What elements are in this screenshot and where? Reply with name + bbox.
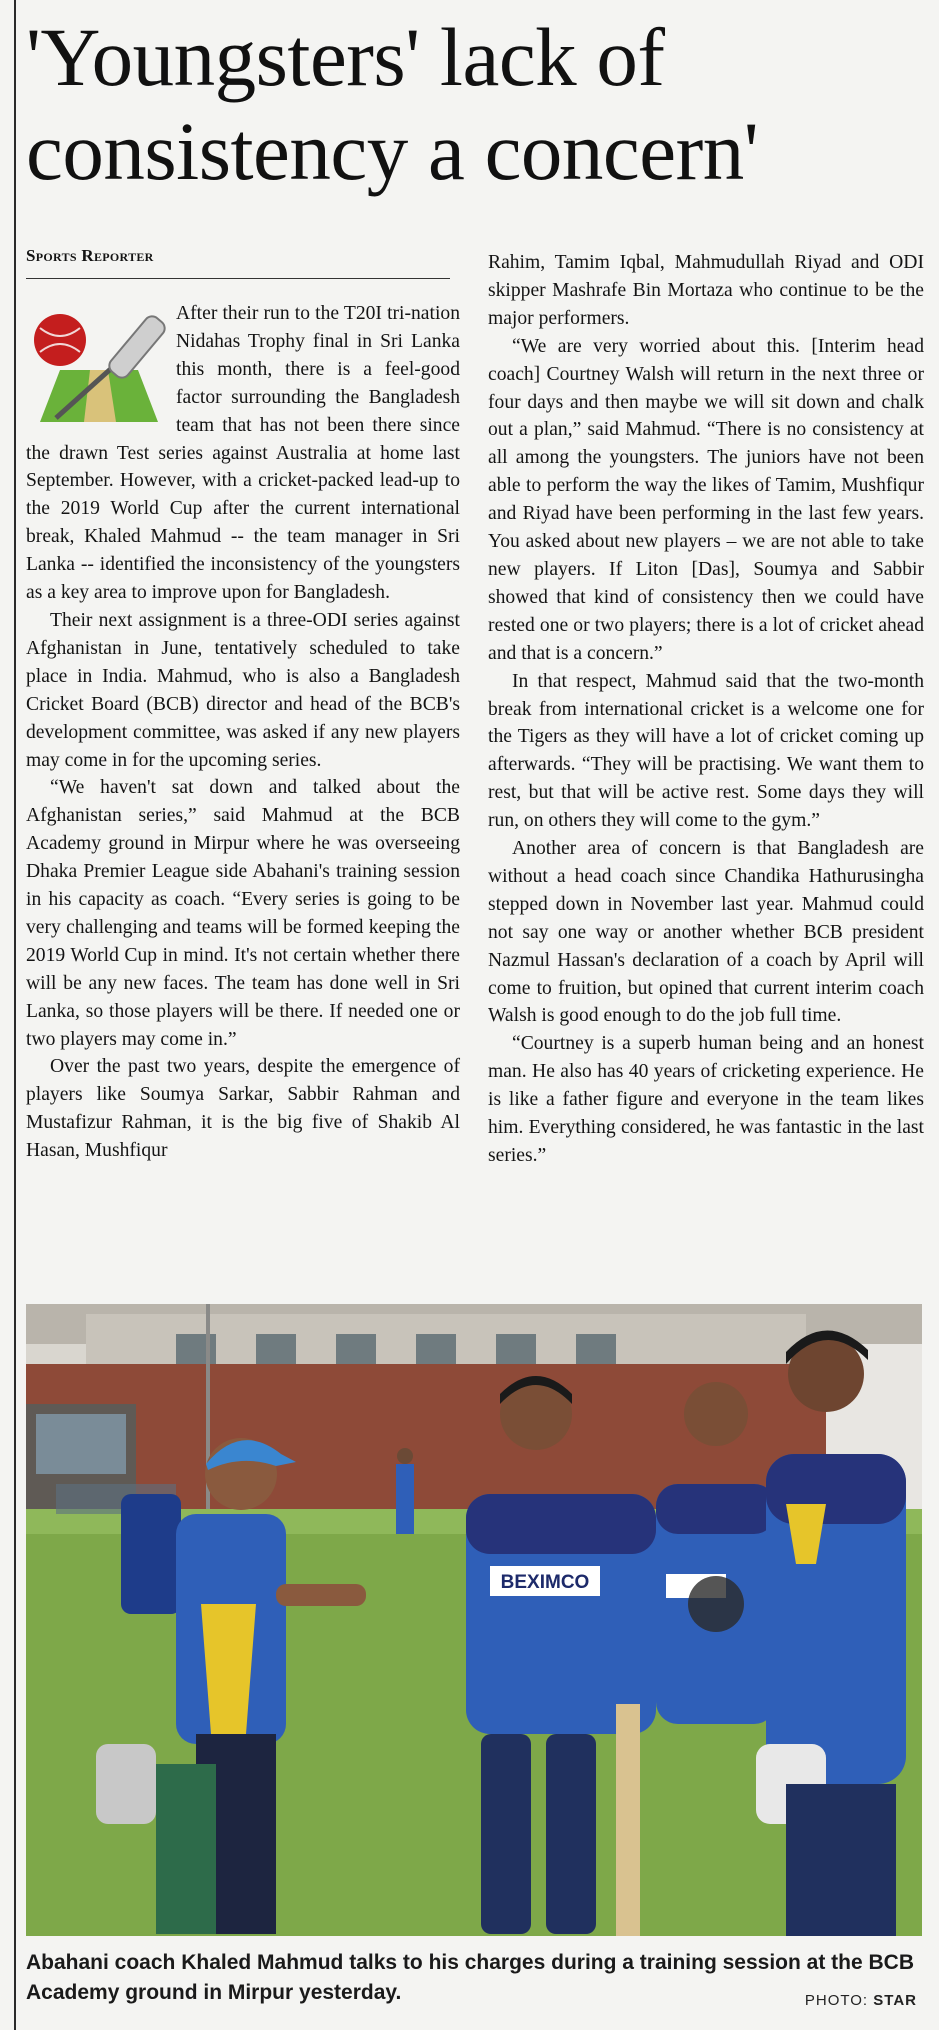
paragraph: Another area of concern is that Bangladesh are without a head coach since Chandika Hathurusingha stepped down in November last year. Mahmud could not say one way or another whether BCB president Nazmul Hassan's declaration of a coach by April will come to fruition, but opined that current interim coach Walsh is good enough to do the job full time. [488,838,924,1027]
paragraph: “We haven't sat down and talked about the Afghanistan series,” said Mahmud at the BCB Academy ground in Mirpur where he was overseeing Dhaka Premier League side Abahani's training session in his capacity as coach. “Every series is going to be very challenging and teams will be formed keeping the 2019 World Cup in mind. It's not certain whether there will be any new faces. The team has done well in Sri Lanka, so those players will be there. If needed one or two players may come in.” [26,777,460,1050]
article-column-1 [26,300,460,1165]
byline: Sports Reporter [26,246,154,265]
cricket-icon [26,300,166,428]
photo-caption: Abahani coach Khaled Mahmud talks to his charges during a training session at the BCB Academy ground in Mirpur yesterday. [26,1951,914,2004]
paragraph: “We are very worried about this. [Interim head coach] Courtney Walsh will return in the next three or four days and then maybe we will sit down and chalk out a plan,” said Mahmud. “There is no consistency at all among the youngsters. The juniors have not been able to perform the way the likes of Tamim, Mushfiqur and Riyad have been performing in the last few years. You asked about new players – we are not able to take new players. If Liton [Das], Soumya and Sabbir showed that kind of consistency then we could have rested one or two players; there is a lot of cricket ahead and that is a concern.” [488,335,924,664]
paragraph: Over the past two years, despite the emergence of players like Soumya Sarkar, Sabbir Rahman and Mustafizur Rahman, it is the big five of Shakib Al Hasan, Mushfiqur [26,1056,460,1162]
credit-source: STAR [873,1992,917,2009]
news-photo [26,1304,922,1936]
article-column-2 [488,249,924,1170]
byline-rule [26,278,450,279]
jersey-sponsor-text: BEXIMCO [500,1572,590,1593]
paragraph: After their run to the T20I tri-nation Nidahas Trophy final in Sri Lanka this month, there is a feel-good factor surrounding the Bangladesh team that has not been there since the drawn Test series against Australia at home last September. However, with a cricket-packed lead-up to the 2019 World Cup after the current international break, Khaled Mahmud -- the team manager in Sri Lanka -- identified the inconsistency of the youngsters as a key area to improve upon for Bangladesh. [26,303,460,604]
headline: 'Youngsters' lack of consistency a concern' [26,11,759,197]
column-rule-left [14,0,16,2030]
paragraph: In that respect, Mahmud said that the two-month break from international cricket is a welcome one for the Tigers as they will have a lot of cricket coming up afterwards. “They will be practising. We want them to rest, but that will be active rest. Some days they will run, on others they will come to the gym.” [488,670,924,832]
paragraph: Rahim, Tamim Iqbal, Mahmudullah Riyad and ODI skipper Mashrafe Bin Mortaza who continue to be the major performers. [488,252,924,329]
paragraph: Their next assignment is a three-ODI series against Afghanistan in June, tentatively scheduled to take place in India. Mahmud, who is also a Bangladesh Cricket Board (BCB) director and head of the BCB's development committee, was asked if any new players may come in for the upcoming series. [26,609,460,771]
credit-label: PHOTO: [804,1992,869,2009]
paragraph: “Courtney is a superb human being and an honest man. He also has 40 years of cricketing experience. He is like a father figure and everyone in the team likes him. Everything considered, he was fantastic in the last series.” [488,1033,924,1166]
photo-credit [805,1992,917,2009]
